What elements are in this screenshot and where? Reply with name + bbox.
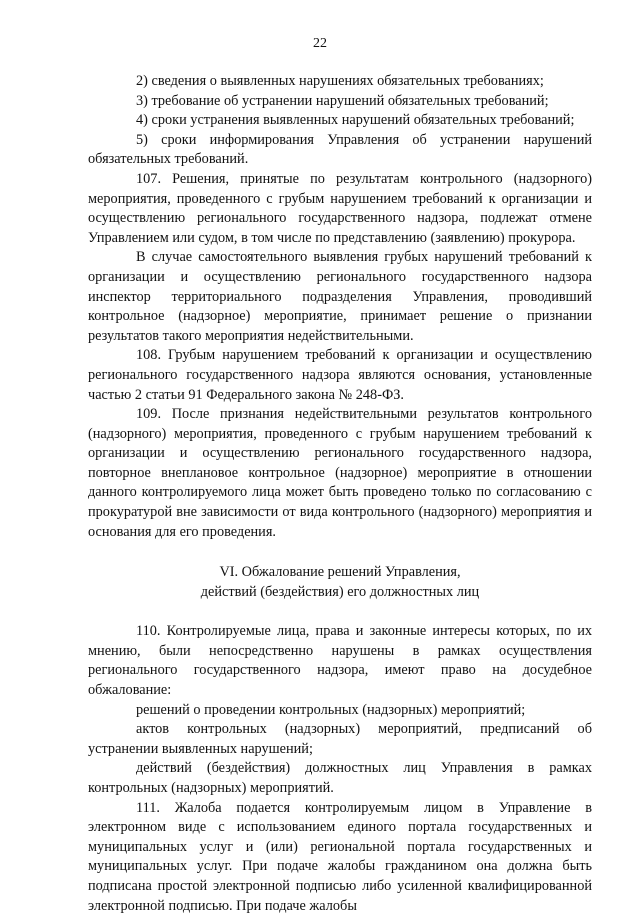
paragraph-109: 109. После признания недействительными результатов контрольного (надзорного) мероприятия, проведенного с грубым нарушением требований к организации и осуществлению регионального государственного надзора, повторное внеплановое контрольное (надзорное) мероприятие в отношении данного контролируемого лица может быть проведено только по согласованию с прокуратурой вне зависимости от вида контрольного (надзорного) мероприятия и основания для его проведения. (88, 406, 592, 540)
document-body (88, 72, 592, 916)
paragraph-111: 111. Жалоба подается контролируемым лицом в Управление в электронном виде с использованием единого портала государственных и муниципальных услуг и (или) региональной портала государственных и муниципальных услуг. При подаче жалобы гражданином она должна быть подписана простой электронной подписью либо усиленной квалифицированной электронной подписью. При подаче жалобы (88, 799, 592, 914)
page-number: 22 (313, 36, 327, 51)
paragraph-item-5: 5) сроки информирования Управления об устранении нарушений обязательных требований. (88, 131, 592, 168)
section-heading-line2: действий (бездействия) его должностных лиц (200, 584, 480, 601)
paragraph-item-4: 4) сроки устранения выявленных нарушений обязательных требований; (136, 112, 575, 129)
paragraph-item-2: 2) сведения о выявленных нарушениях обязательных требованиях; (136, 73, 544, 89)
paragraph-107-continued: В случае самостоятельного выявления грубых нарушений требований к организации и осуществлению регионального государственного надзора инспектор территориального подразделения Управления, проводивший контрольное (надзорное) мероприятие, принимает решение о признании результатов такого мероприятия недействительными. (88, 249, 592, 344)
paragraph-110: 110. Контролируемые лица, права и законные интересы которых, по их мнению, были непосредственно нарушены в рамках осуществления регионального государственного надзора, имеют право на досудебное обжалование: (88, 623, 592, 699)
paragraph-110-item-1: решений о проведении контрольных (надзорных) мероприятий; (136, 701, 526, 718)
paragraph-107: 107. Решения, принятые по результатам контрольного (надзорного) мероприятия, проведенного с грубым нарушением требований к организации и осуществлению регионального государственного надзора, подлежат отмене Управлением или судом, в том числе по представлению (заявлению) прокурора. (88, 170, 592, 246)
paragraph-110-item-3: действий (бездействия) должностных лиц Управления в рамках контрольных (надзорных) мероприятий. (88, 760, 592, 796)
paragraph-item-3: 3) требование об устранении нарушений обязательных требований; (136, 92, 549, 109)
paragraph-108: 108. Грубым нарушением требований к организации и осуществлению регионального государственного надзора являются основания, установленные частью 2 статьи 91 Федерального закона № 248-ФЗ. (88, 347, 592, 403)
section-heading-line1: VI. Обжалование решений Управления, (219, 564, 461, 581)
paragraph-110-item-2: актов контрольных (надзорных) мероприятий, предписаний об устранении выявленных нарушений; (88, 721, 592, 757)
section-heading (88, 562, 592, 602)
